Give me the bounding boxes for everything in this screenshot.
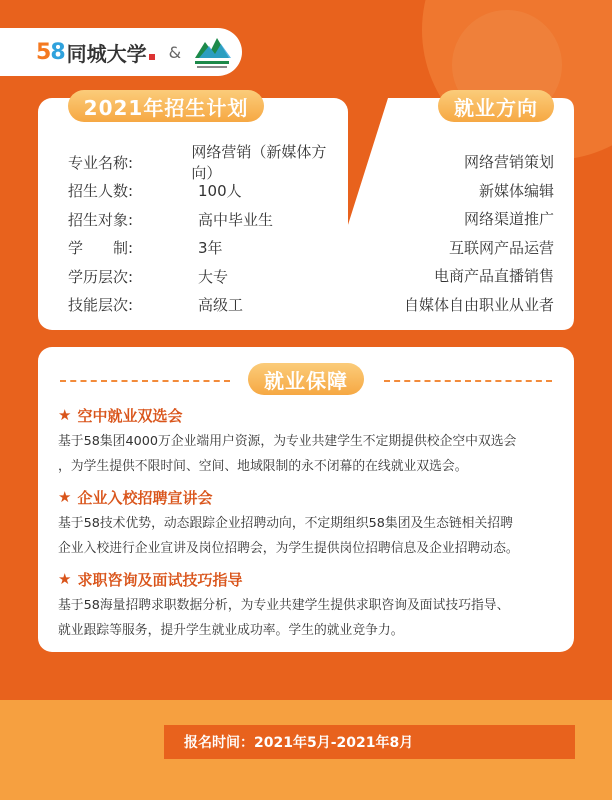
divider-dashed-left xyxy=(60,380,230,382)
guarantee-line: 基于58技术优势，动态跟踪企业招聘动向，不定期组织58集团及生态链相关招聘 xyxy=(58,516,513,531)
mountain-logo-icon xyxy=(191,32,235,72)
career-direction-title: 就业方向 xyxy=(438,90,554,122)
info-value: 大专 xyxy=(198,267,229,286)
guarantee-item xyxy=(58,403,564,479)
guarantee-body xyxy=(58,593,564,643)
brand-logo-58: 58 xyxy=(36,39,65,65)
guarantee-body xyxy=(58,429,564,479)
star-icon: ★ xyxy=(58,406,72,424)
info-label: 学 制: xyxy=(68,239,134,258)
guarantee-heading xyxy=(58,403,564,427)
divider-dashed-right xyxy=(384,380,552,382)
info-value: 100人 xyxy=(198,182,242,201)
info-label: 招生对象: xyxy=(68,210,134,229)
guarantee-heading-text: 求职咨询及面试技巧指导 xyxy=(77,570,243,589)
info-value: 高级工 xyxy=(198,296,244,315)
star-icon: ★ xyxy=(58,488,72,506)
info-row xyxy=(68,143,348,183)
info-label: 招生人数: xyxy=(68,182,134,201)
guarantee-body xyxy=(58,511,564,561)
enrollment-plan-panel xyxy=(38,95,348,330)
employment-guarantee-panel xyxy=(38,347,574,652)
info-row xyxy=(68,262,348,291)
career-item: 互联网产品运营 xyxy=(448,238,554,257)
info-label: 学历层次: xyxy=(68,267,134,286)
brand-seal-icon xyxy=(149,54,155,60)
info-row xyxy=(68,291,348,320)
enrollment-info-list xyxy=(68,143,348,319)
career-direction-list xyxy=(404,148,554,319)
ampersand: & xyxy=(168,42,182,62)
guarantee-item xyxy=(58,485,564,561)
career-item: 自媒体自由职业从业者 xyxy=(403,295,554,314)
enrollment-plan-title: 2021年招生计划 xyxy=(68,90,264,122)
career-direction-panel xyxy=(316,95,574,330)
guarantee-line: 企业入校进行企业宣讲及岗位招聘会，为学生提供岗位招聘信息及企业招聘动态。 xyxy=(58,541,519,556)
career-item: 电商产品直播销售 xyxy=(433,267,554,285)
guarantee-line: 就业跟踪等服务，提升学生就业成功率。学生的就业竞争力。 xyxy=(58,623,404,638)
guarantee-heading xyxy=(58,485,564,509)
info-value: 3年 xyxy=(198,239,223,258)
guarantee-heading-text: 企业入校招聘宣讲会 xyxy=(77,488,213,507)
info-value: 高中毕业生 xyxy=(198,210,274,229)
info-value: 网络营销（新媒体方向） xyxy=(191,143,327,183)
info-row xyxy=(68,234,348,263)
career-item: 网络营销策划 xyxy=(463,153,554,171)
registration-time-bar xyxy=(164,725,575,759)
career-item: 网络渠道推广 xyxy=(463,210,554,228)
star-icon: ★ xyxy=(58,570,72,588)
guarantee-heading xyxy=(58,567,564,591)
guarantee-line: ，为学生提供不限时间、空间、地域限制的永不闭幕的在线就业双选会。 xyxy=(58,459,468,474)
registration-time-text: 报名时间：2021年5月-2021年8月 xyxy=(184,735,414,751)
guarantee-item xyxy=(58,567,564,643)
info-label: 专业名称: xyxy=(68,153,134,172)
logo-strip xyxy=(0,28,242,76)
guarantee-heading-text: 空中就业双选会 xyxy=(77,406,183,425)
career-item: 新媒体编辑 xyxy=(478,181,554,200)
guarantee-line: 基于58集团4000万企业端用户资源，为专业共建学生不定期提供校企空中双选会 xyxy=(58,434,517,449)
info-label: 技能层次: xyxy=(68,296,134,315)
brand-name: 同城大学 xyxy=(66,41,147,66)
info-row xyxy=(68,205,348,234)
guarantee-line: 基于58海量招聘求职数据分析，为专业共建学生提供求职咨询及面试技巧指导、 xyxy=(58,598,510,613)
employment-guarantee-title: 就业保障 xyxy=(248,363,364,395)
